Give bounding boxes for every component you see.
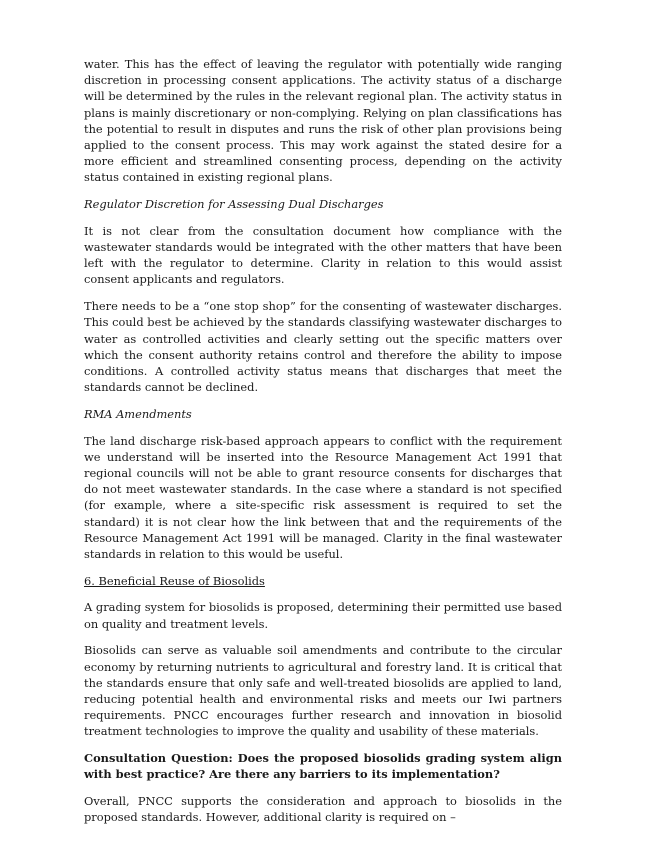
paragraph-grading-system: A grading system for biosolids is proposed, determining their permitted use based on quality and treatment levels.	[84, 600, 562, 631]
paragraph-overall-support: Overall, PNCC supports the consideration and approach to biosolids in the proposed standards. However, additional clarity is required on –	[84, 793, 562, 825]
paragraph-biosolids-value: Biosolids can serve as valuable soil amendments and contribute to the circular economy by returning nutrients to agricultural and forestry land. It is critical that the standards ensure that only safe and well-treated biosolids are applied to land, reducing potential health and environmental risks and meets our Iwi partners requirements. PNCC encourages further research and innovation in biosolid treatment technologies to improve the quality and usability of these materials.	[84, 643, 562, 739]
heading-rma-amendments: RMA Amendments	[84, 406, 192, 421]
paragraph-discretion: water. This has the effect of leaving the regulator with potentially wide ranging discretion in processing consent applications. The activity status of a discharge will be determined by the rules in the relevant regional plan. The activity status in plans is mainly discretionary or non-complying. Relying on plan classifications has the potential to result in disputes and runs the risk of other plan provisions being applied to the consent process. This may work against the stated desire for a more efficient and streamlined consenting process, depending on the activity status contained in existing regional plans.	[84, 57, 562, 185]
consultation-question: Consultation Question: Does the proposed biosolids grading system align with best practice? Are there any barriers to its implementation?	[84, 751, 562, 782]
heading-regulator-discretion: Regulator Discretion for Assessing Dual Discharges	[84, 197, 384, 212]
paragraph-compliance: It is not clear from the consultation document how compliance with the wastewater standards would be integrated with the other matters that have been left with the regulator to determine. Clarity in relation to this would assist consent applicants and regulators.	[84, 223, 562, 287]
paragraph-land-discharge: The land discharge risk-based approach appears to conflict with the requirement we understand will be inserted into the Resource Management Act 1991 that regional councils will not be able to grant resource consents for discharges that do not meet wastewater standards. In the case where a standard is not specified (for example, where a site-specific risk assessment is required to set the standard) it is not clear how the link between that and the requirements of the Resource Management Act 1991 will be managed. Clarity in the final wastewater standards in relation to this would be useful.	[84, 433, 562, 561]
heading-beneficial-reuse: 6. Beneficial Reuse of Biosolids	[84, 573, 265, 588]
document-page	[84, 56, 562, 836]
paragraph-one-stop-shop: There needs to be a “one stop shop” for the consenting of wastewater discharges. This could best be achieved by the standards classifying wastewater discharges to water as controlled activities and clearly setting out the specific matters over which the consent authority retains control and therefore the ability to impose conditions. A controlled activity status means that discharges that meet the standards cannot be declined.	[84, 299, 562, 395]
